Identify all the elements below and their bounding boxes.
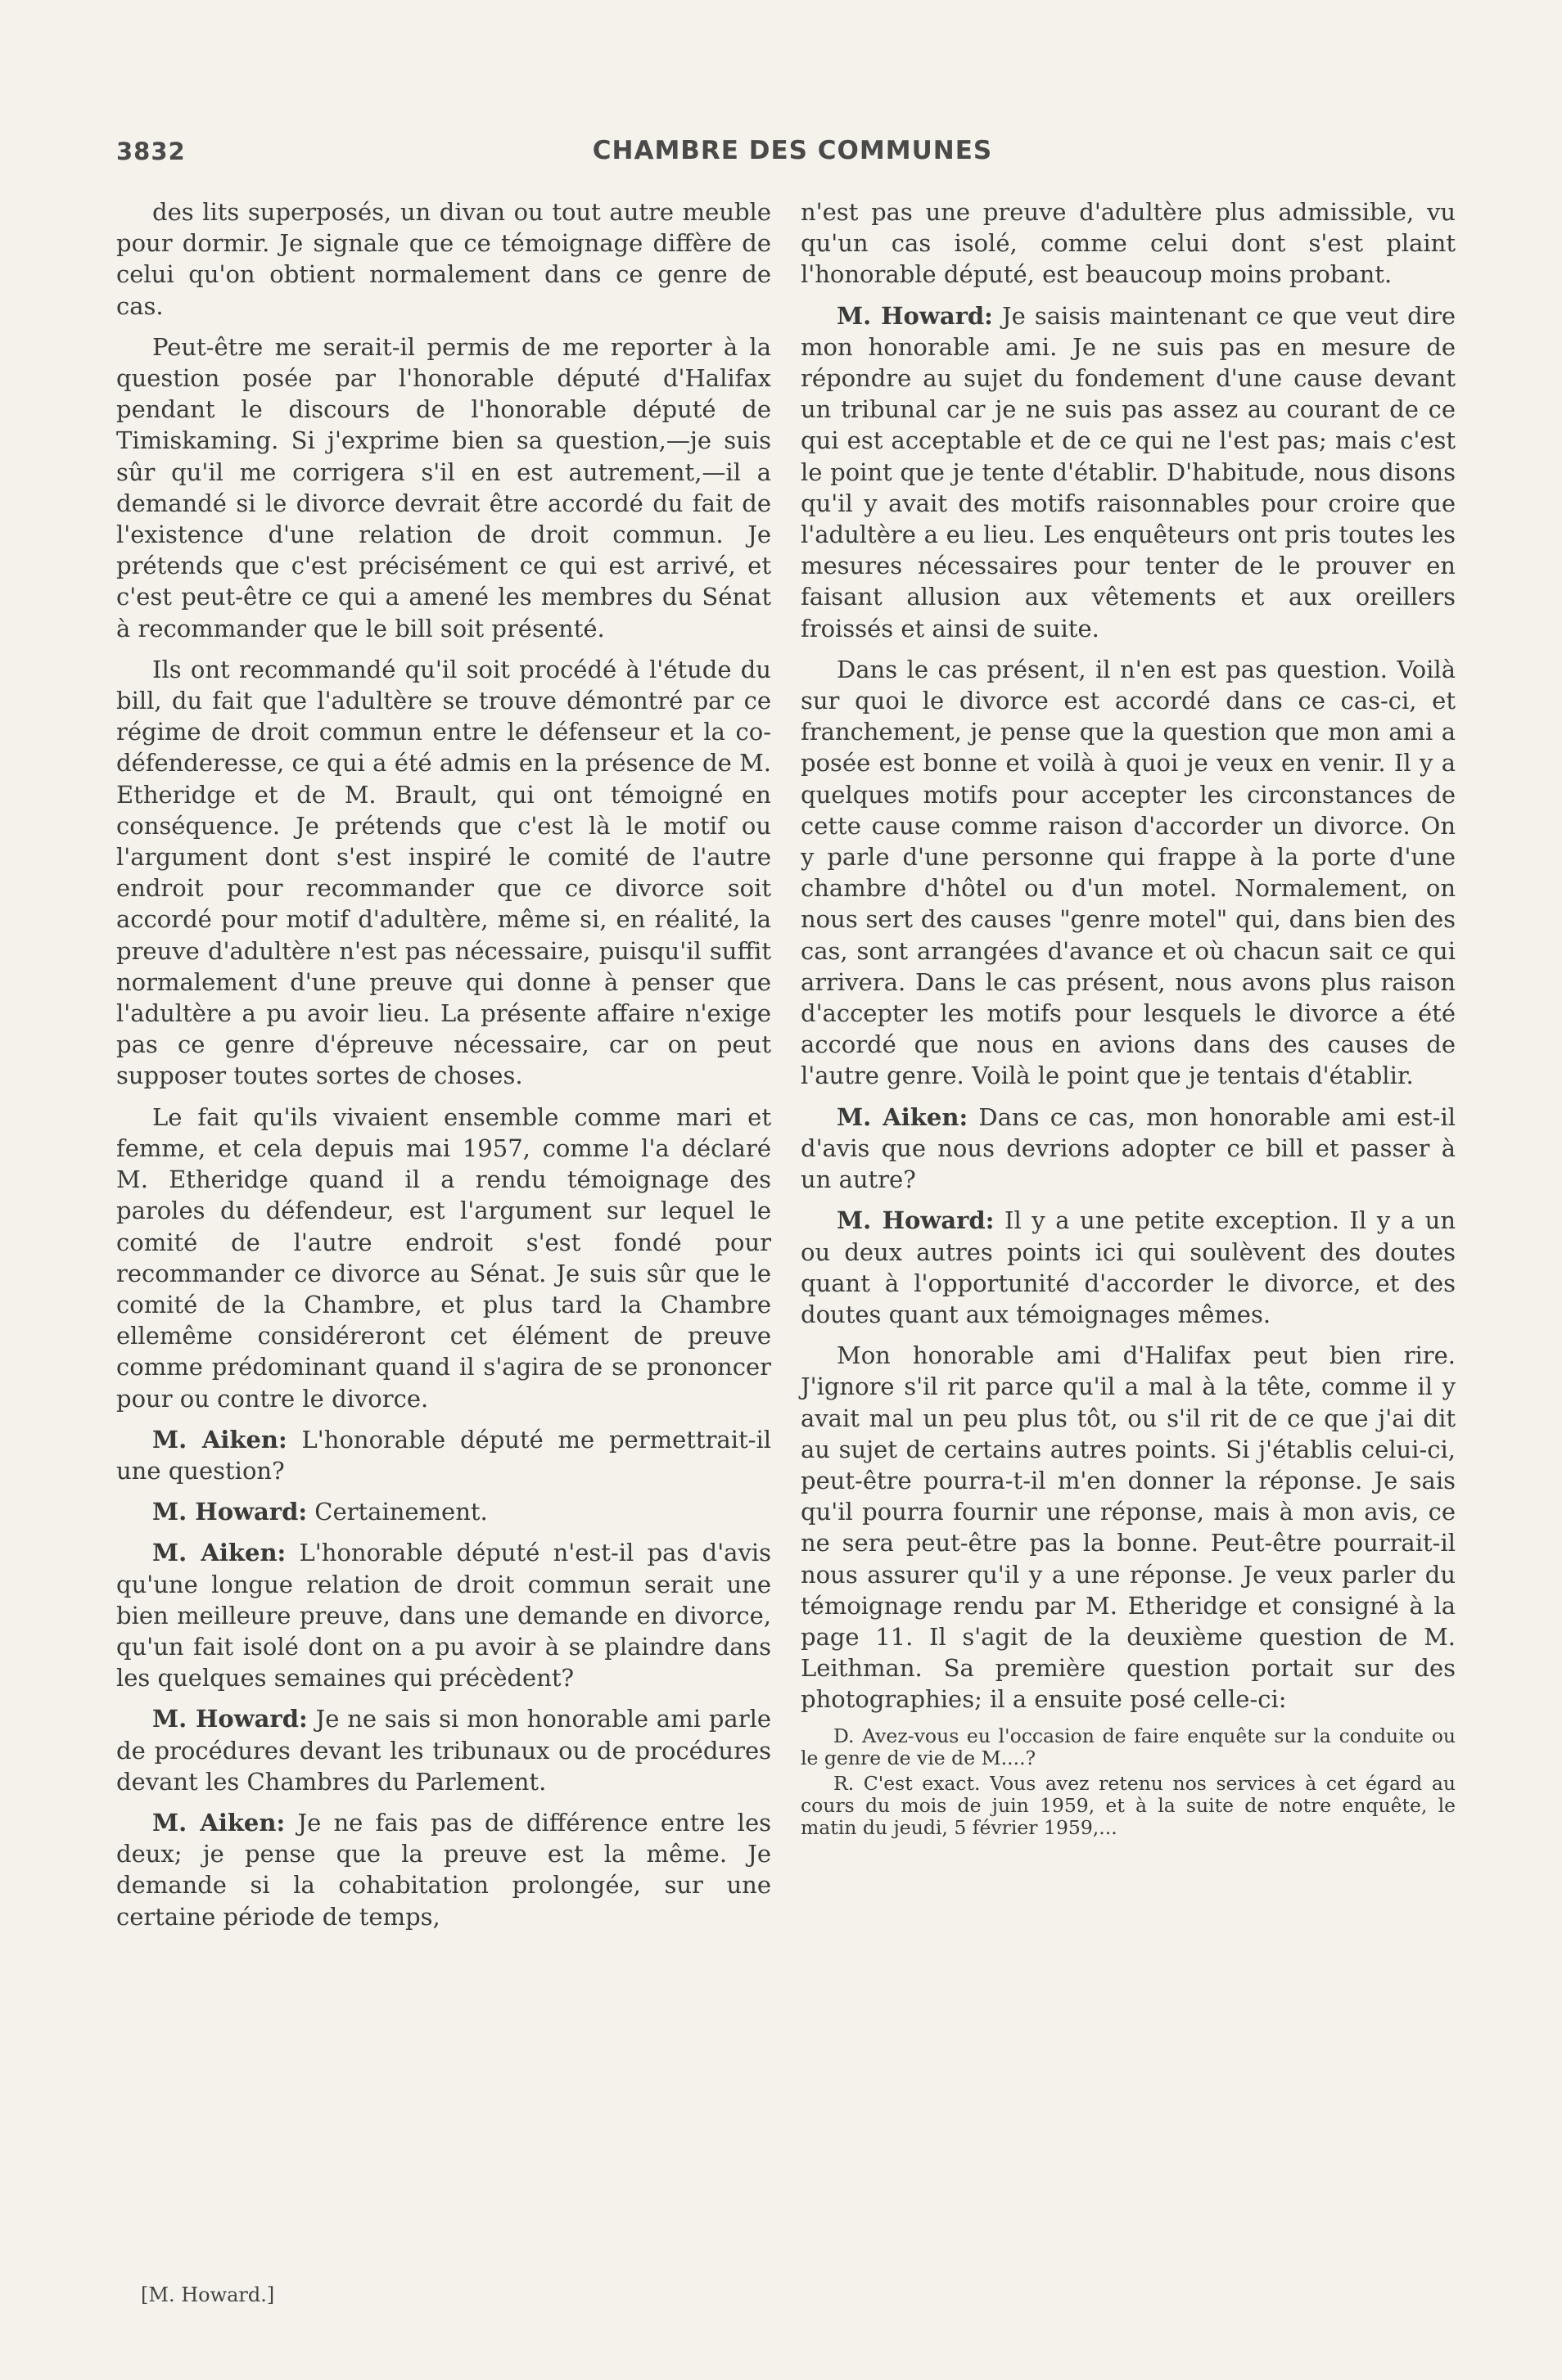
paragraph [116, 1102, 771, 1414]
paragraph-text: L'honorable député me permettrait-il une question? [116, 1425, 771, 1485]
quoted-testimony [801, 1725, 1456, 1839]
paragraph-text: Mon honorable ami d'Halifax peut bien rire. J'ignore s'il rit parce qu'il a mal à la tête, comme il y avait mal un peu plus tôt, ou s'il rit de ce que j'ai dit au sujet de certains autres points. Si j'établis celui-ci, peut-être pourra-t-il m'en donner la réponse. Je sais qu'il pourra fournir une réponse, mais à mon avis, ce ne sera peut-être pas la bonne. Peut-être pourrait-il nous assurer qu'il y a une réponse. Je veux parler du témoignage rendu par M. Etheridge et consigné à la page 11. Il s'agit de la deuxième question de M. Leithman. Sa première question portait sur des photographies; il a ensuite posé celle-ci: [801, 1341, 1456, 1714]
paragraph [116, 1807, 771, 1932]
paragraph [801, 1340, 1456, 1715]
paragraph-text: Je ne sais si mon honorable ami parle de procédures devant les tribunaux ou de procédures devant les Chambres du Parlement. [116, 1705, 772, 1796]
speaker-name: M. Aiken: [152, 1539, 287, 1567]
speaker-name: M. Aiken: [152, 1425, 287, 1454]
quote-line: R. C'est exact. Vous avez retenu nos services à cet égard au cours du mois de juin 1959, et à la suite de notre enquête, le matin du jeudi, 5 février 1959,... [801, 1771, 1456, 1839]
paragraph [801, 1205, 1456, 1330]
paragraph [801, 1102, 1456, 1196]
paragraph-text: Peut-être me serait-il permis de me reporter à la question posée par l'honorable député d'Halifax pendant le discours de l'honorable député de Timiskaming. Si j'exprime bien sa question,—je suis sûr qu'il me corrigera s'il en est autrement,—il a demandé si le divorce devrait être accordé du fait de l'existence d'une relation de droit commun. Je prétends que c'est précisément ce qui est arrivé, et c'est peut-être ce qui a amené les membres du Sénat à recommander que le bill soit présenté. [116, 332, 771, 642]
paragraph-text: n'est pas une preuve d'adultère plus admissible, vu qu'un cas isolé, comme celui dont s'est plaint l'honorable député, est beaucoup moins probant. [801, 198, 1456, 289]
paragraph [801, 654, 1456, 1092]
paragraph [116, 196, 771, 322]
paragraph [116, 1424, 771, 1486]
paragraph-text: Je saisis maintenant ce que veut dire mon honorable ami. Je ne suis pas en mesure de répondre au sujet du fondement d'une cause devant un tribunal car je ne suis pas assez au courant de ce qui est acceptable et de ce qui ne l'est pas; mais c'est le point que je tente d'établir. D'habitude, nous disons qu'il y avait des motifs raisonnables pour croire que l'adultère a eu lieu. Les enquêteurs ont pris toutes les mesures nécessaires pour tenter de le prouver en faisant allusion aux vêtements et aux oreillers froissés et ainsi de suite. [801, 301, 1456, 642]
speaker-reference: [M. Howard.] [141, 2283, 275, 2306]
paragraph-text: des lits superposés, un divan ou tout autre meuble pour dormir. Je signale que ce témoignage diffère de celui qu'on obtient normalement dans ce genre de cas. [116, 198, 771, 320]
paragraph [116, 1703, 771, 1797]
right-column [801, 196, 1456, 1842]
paragraph-text: Le fait qu'ils vivaient ensemble comme mari et femme, et cela depuis mai 1957, comme l'a déclaré M. Etheridge quand il a rendu témoignage des paroles du défendeur, est l'argument sur lequel le comité de l'autre endroit s'est fondé pour recommander ce divorce au Sénat. Je suis sûr que le comité de la Chambre, et plus tard la Chambre ellemême considéreront cet élément de preuve comme prédominant quand il s'agira de se prononcer pour ou contre le divorce. [116, 1102, 771, 1413]
paragraph-text: Il y a une petite exception. Il y a un ou deux autres points ici qui soulèvent des doutes quant à l'opportunité d'accorder le divorce, et des doutes quant aux témoignages mêmes. [801, 1206, 1456, 1328]
left-column [116, 196, 771, 1942]
paragraph [116, 1537, 771, 1693]
speaker-name: M. Howard: [152, 1705, 308, 1733]
paragraph [116, 1496, 771, 1527]
paragraph [801, 196, 1456, 291]
paragraph-text: L'honorable député n'est-il pas d'avis qu'une longue relation de droit commun serait une bien meilleure preuve, dans une demande en divorce, qu'un fait isolé dont on a pu avoir à se plaindre dans les quelques semaines qui précèdent? [116, 1539, 771, 1693]
speaker-name: M. Aiken: [837, 1102, 968, 1131]
paragraph [116, 331, 771, 644]
speaker-name: M. Howard: [152, 1498, 308, 1526]
page-title: CHAMBRE DES COMMUNES [592, 136, 993, 165]
paragraph [116, 654, 771, 1092]
speaker-name: M. Howard: [837, 1206, 995, 1235]
speaker-name: M. Aiken: [152, 1808, 286, 1837]
page-header [116, 131, 1469, 172]
page-number: 3832 [116, 137, 186, 165]
paragraph-text: Dans ce cas, mon honorable ami est-il d'avis que nous devrions adopter ce bill et passer à un autre? [801, 1102, 1456, 1194]
quote-line: D. Avez-vous eu l'occasion de faire enquête sur la conduite ou le genre de vie de M....? [801, 1724, 1456, 1769]
paragraph-text: Certainement. [314, 1498, 488, 1526]
speaker-name: M. Howard: [837, 301, 993, 330]
paragraph-text: Dans le cas présent, il n'en est pas question. Voilà sur quoi le divorce est accordé dans ce cas-ci, et franchement, je pense que la question que mon ami a posée est bonne et voilà à quoi je veux en venir. Il y a quelques motifs pour accepter les circonstances de cette cause comme raison d'accorder un divorce. On y parle d'une personne qui frappe à la porte d'une chambre d'hôtel ou d'un motel. Normalement, on nous sert des causes "genre motel" qui, dans bien des cas, sont arrangées d'avance et où chacun sait ce qui arrivera. Dans le cas présent, nous avons plus raison d'accepter les motifs pour lesquels le divorce a été accordé que nous en avions dans des causes de l'autre genre. Voilà le point que je tentais d'établir. [801, 655, 1456, 1090]
paragraph-text: Ils ont recommandé qu'il soit procédé à l'étude du bill, du fait que l'adultère se trouve démontré par ce régime de droit commun entre le défenseur et la co-défenderesse, ce qui a été admis en la présence de M. Etheridge et de M. Brault, qui ont témoigné en conséquence. Je prétends que c'est là le motif ou l'argument dont s'est inspiré le comité de l'autre endroit pour recommander que ce divorce soit accordé pour motif d'adultère, même si, en réalité, la preuve d'adultère n'est pas nécessaire, puisqu'il suffit normalement d'une preuve qui donne à penser que l'adultère a pu avoir lieu. La présente affaire n'exige pas ce genre d'épreuve nécessaire, car on peut supposer toutes sortes de choses. [116, 655, 771, 1090]
paragraph [801, 300, 1456, 644]
paragraph-text: Je ne fais pas de différence entre les deux; je pense que la preuve est la même. Je demande si la cohabitation prolongée, sur une certaine période de temps, [116, 1808, 771, 1931]
